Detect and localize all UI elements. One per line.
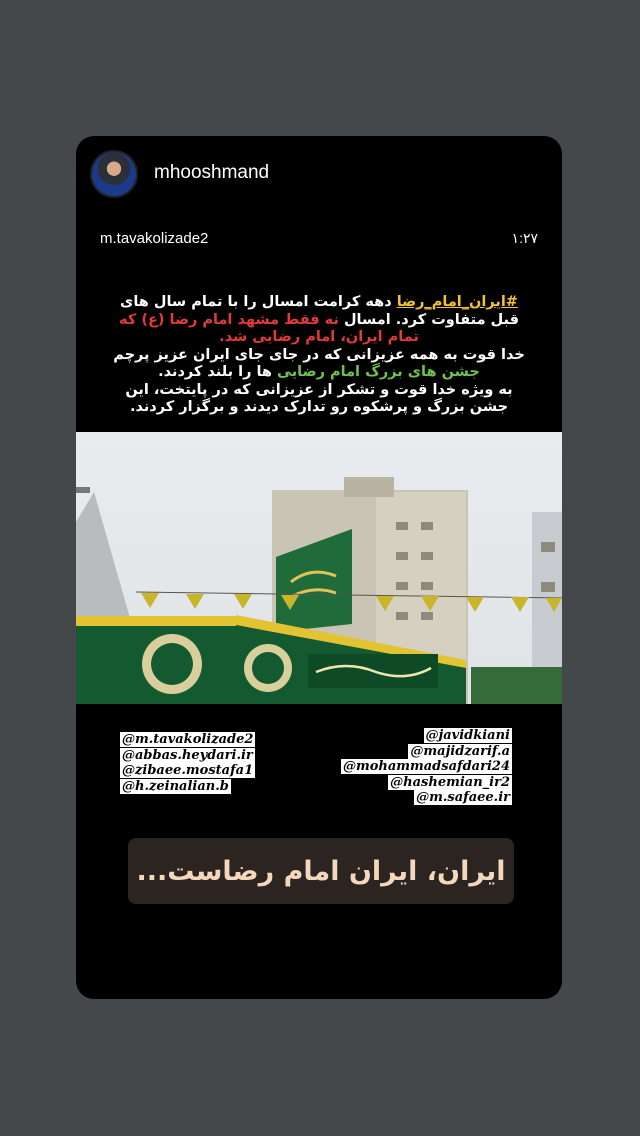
repost-timestamp: ۱:۲۷ xyxy=(511,230,538,246)
caption-line-3 xyxy=(209,329,429,347)
mention-tag[interactable]: @h.zeinalian.b xyxy=(122,778,229,794)
caption-text: دهه کرامت امسال را با تمام سال های xyxy=(120,294,397,310)
street-celebration-image xyxy=(76,432,562,704)
story-photo xyxy=(76,432,562,704)
caption-text: جشن بزرگ و پرشکوه رو تدارک دیدند و برگزار کردند. xyxy=(129,399,509,415)
story-card xyxy=(76,136,562,999)
caption-highlight-red: نه فقط مشهد امام رضا (ع) که xyxy=(119,311,339,328)
slogan-banner xyxy=(128,838,514,904)
caption-line-6 xyxy=(115,382,522,400)
story-owner-username[interactable]: mhooshmand xyxy=(154,162,270,183)
mention-list-right xyxy=(341,728,512,806)
caption-text: ها را بلند کردند. xyxy=(158,364,278,380)
mention-tag[interactable]: @mohammadsafdari24 xyxy=(342,759,510,774)
slogan-text: ایران، ایران امام رضاست... xyxy=(136,855,506,887)
mention-tag[interactable]: @javidkiani xyxy=(425,728,510,743)
caption-line-1 xyxy=(110,294,528,312)
caption-text: قبل متفاوت کرد. امسال xyxy=(338,311,519,328)
caption-line-2 xyxy=(109,312,529,330)
mention-tag[interactable]: @m.tavakolizade2 xyxy=(122,732,254,747)
caption-line-7 xyxy=(120,399,518,417)
mention-tag[interactable]: @hashemian_ir2 xyxy=(390,774,510,790)
caption-text: به ویژه خدا قوت و تشکر از عزیزانی که در پایتخت، این xyxy=(125,381,513,398)
caption-highlight-green: جشن های بزرگ امام رضایی xyxy=(277,364,480,380)
hashtag-link[interactable]: #ایران_امام_رضا xyxy=(396,294,518,310)
caption-line-4 xyxy=(103,347,535,365)
story-caption xyxy=(76,294,562,417)
mention-list-left xyxy=(120,732,255,794)
profile-avatar[interactable] xyxy=(90,150,138,198)
caption-text: خدا قوت به همه عزیزانی که در جای جای ایران عزیز پرچم xyxy=(113,346,525,363)
mention-tag[interactable]: @majidzarif.a xyxy=(410,743,510,759)
caption-line-5 xyxy=(148,364,490,382)
mention-tag[interactable]: @m.safaee.ir xyxy=(416,790,510,805)
mention-tag[interactable]: @abbas.heydari.ir xyxy=(122,747,253,763)
repost-username[interactable]: m.tavakolizade2 xyxy=(100,230,209,247)
mention-tag[interactable]: @zibaee.mostafa1 xyxy=(122,763,254,778)
caption-highlight-red: تمام ایران، امام رضایی شد. xyxy=(219,329,419,345)
